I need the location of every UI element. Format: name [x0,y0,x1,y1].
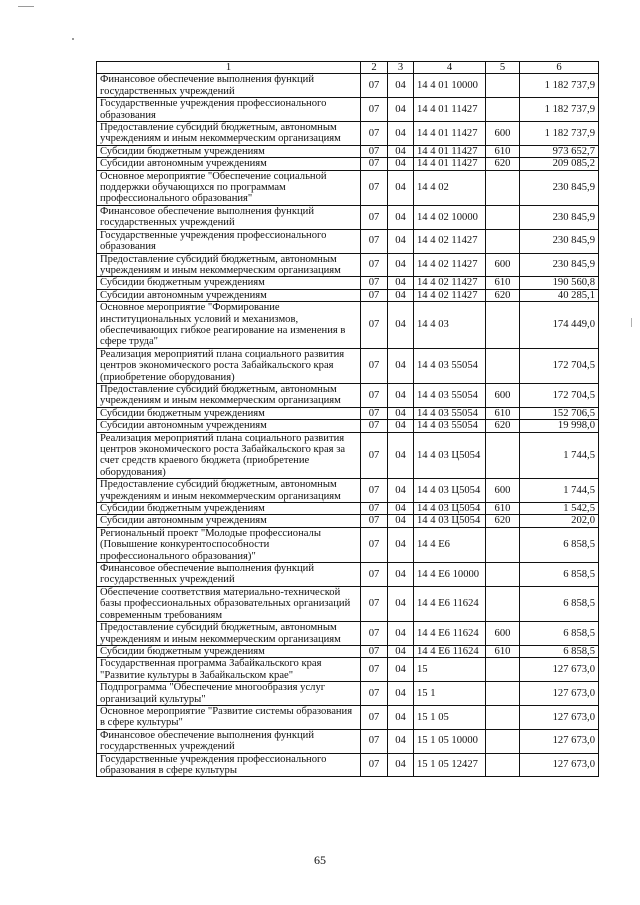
amount: 40 285,1 [520,289,599,301]
amount: 6 858,5 [520,645,599,657]
item-name: Субсидии автономным учреждениям [97,158,361,170]
item-name: Основное мероприятие "Обеспечение социальной поддержки обучающихся по программам профессионального образования" [97,170,361,205]
target-article-code: 15 1 05 12427 [414,753,486,777]
target-article-code: 14 4 01 11427 [414,145,486,157]
amount: 152 706,5 [520,407,599,419]
expense-type-code [486,205,520,229]
item-name: Подпрограмма "Обеспечение многообразия услуг организаций культуры" [97,682,361,706]
table-row [97,432,599,479]
amount: 1 182 737,9 [520,122,599,146]
scan-speck [72,38,74,40]
expense-type-code: 600 [486,383,520,407]
target-article-code: 15 1 05 [414,705,486,729]
target-article-code: 14 4 03 55054 [414,407,486,419]
col-header-1: 1 [97,62,361,74]
amount: 127 673,0 [520,753,599,777]
expense-type-code [486,705,520,729]
amount: 230 845,9 [520,205,599,229]
expense-type-code: 620 [486,158,520,170]
expense-type-code: 600 [486,622,520,646]
amount: 190 560,8 [520,277,599,289]
item-name: Предоставление субсидий бюджетным, автономным учреждениям и иным некоммерческим организациям [97,253,361,277]
table-row [97,289,599,301]
expense-type-code [486,682,520,706]
subsection-code: 04 [388,515,414,527]
item-name: Субсидии бюджетным учреждениям [97,277,361,289]
amount: 1 542,5 [520,503,599,515]
section-code: 07 [361,158,388,170]
subsection-code: 04 [388,586,414,621]
expense-type-code [486,753,520,777]
amount: 230 845,9 [520,253,599,277]
item-name: Субсидии бюджетным учреждениям [97,407,361,419]
table-row [97,145,599,157]
item-name: Государственные учреждения профессионального образования [97,98,361,122]
subsection-code: 04 [388,253,414,277]
item-name: Субсидии бюджетным учреждениям [97,503,361,515]
amount: 172 704,5 [520,383,599,407]
table-row [97,348,599,383]
item-name: Реализация мероприятий плана социального развития центров экономического роста Забайкальского края (приобретение оборудования) [97,348,361,383]
table-row [97,229,599,253]
table-row [97,753,599,777]
section-code: 07 [361,302,388,349]
section-code: 07 [361,170,388,205]
col-header-2: 2 [361,62,388,74]
section-code: 07 [361,527,388,562]
section-code: 07 [361,122,388,146]
table-row [97,622,599,646]
expense-type-code: 610 [486,503,520,515]
target-article-code: 14 4 01 11427 [414,158,486,170]
target-article-code: 14 4 01 11427 [414,98,486,122]
target-article-code: 14 4 02 11427 [414,253,486,277]
amount: 127 673,0 [520,705,599,729]
table-row [97,682,599,706]
amount: 230 845,9 [520,170,599,205]
section-code: 07 [361,622,388,646]
expense-type-code [486,98,520,122]
expense-type-code: 620 [486,515,520,527]
table-row [97,527,599,562]
table-row [97,74,599,98]
section-code: 07 [361,515,388,527]
table-row [97,586,599,621]
subsection-code: 04 [388,145,414,157]
target-article-code: 15 1 05 10000 [414,729,486,753]
target-article-code: 14 4 03 [414,302,486,349]
subsection-code: 04 [388,229,414,253]
subsection-code: 04 [388,74,414,98]
item-name: Предоставление субсидий бюджетным, автономным учреждениям и иным некоммерческим организациям [97,122,361,146]
expense-type-code [486,432,520,479]
table-row [97,420,599,432]
subsection-code: 04 [388,658,414,682]
section-code: 07 [361,74,388,98]
item-name: Финансовое обеспечение выполнения функций государственных учреждений [97,563,361,587]
section-code: 07 [361,432,388,479]
expense-type-code: 600 [486,479,520,503]
target-article-code: 14 4 02 [414,170,486,205]
item-name: Предоставление субсидий бюджетным, автономным учреждениям и иным некоммерческим организациям [97,622,361,646]
subsection-code: 04 [388,289,414,301]
amount: 6 858,5 [520,586,599,621]
subsection-code: 04 [388,527,414,562]
target-article-code: 14 4 02 11427 [414,289,486,301]
expense-type-code [486,586,520,621]
table-row [97,479,599,503]
target-article-code: 14 4 01 11427 [414,122,486,146]
target-article-code: 14 4 E6 11624 [414,645,486,657]
target-article-code: 14 4 03 Ц5054 [414,503,486,515]
expense-type-code: 620 [486,289,520,301]
table-row [97,658,599,682]
amount: 6 858,5 [520,622,599,646]
section-code: 07 [361,586,388,621]
target-article-code: 14 4 E6 11624 [414,586,486,621]
subsection-code: 04 [388,479,414,503]
subsection-code: 04 [388,205,414,229]
page-number: 65 [314,853,326,867]
target-article-code: 14 4 01 10000 [414,74,486,98]
col-header-4: 4 [414,62,486,74]
subsection-code: 04 [388,432,414,479]
expense-type-code [486,348,520,383]
amount: 6 858,5 [520,563,599,587]
col-header-6: 6 [520,62,599,74]
table-row [97,277,599,289]
section-code: 07 [361,682,388,706]
item-name: Региональный проект "Молодые профессионалы (Повышение конкурентоспособности профессионального образования)" [97,527,361,562]
subsection-code: 04 [388,122,414,146]
scan-mark [18,6,34,7]
subsection-code: 04 [388,302,414,349]
expense-type-code: 600 [486,122,520,146]
table-body [97,74,599,777]
target-article-code: 14 4 02 11427 [414,277,486,289]
amount: 1 744,5 [520,432,599,479]
section-code: 07 [361,98,388,122]
item-name: Субсидии автономным учреждениям [97,289,361,301]
item-name: Предоставление субсидий бюджетным, автономным учреждениям и иным некоммерческим организациям [97,479,361,503]
section-code: 07 [361,205,388,229]
amount: 1 744,5 [520,479,599,503]
subsection-code: 04 [388,407,414,419]
target-article-code: 14 4 03 Ц5054 [414,515,486,527]
expense-type-code: 610 [486,145,520,157]
target-article-code: 14 4 02 11427 [414,229,486,253]
expense-type-code: 620 [486,420,520,432]
amount: 1 182 737,9 [520,74,599,98]
item-name: Субсидии бюджетным учреждениям [97,145,361,157]
amount: 230 845,9 [520,229,599,253]
item-name: Реализация мероприятий плана социального развития центров экономического роста Забайкальского края за счет средств краевого бюджета (приобретение оборудования) [97,432,361,479]
subsection-code: 04 [388,705,414,729]
item-name: Финансовое обеспечение выполнения функций государственных учреждений [97,205,361,229]
expense-type-code [486,729,520,753]
expense-type-code [486,658,520,682]
item-name: Государственные учреждения профессионального образования [97,229,361,253]
subsection-code: 04 [388,348,414,383]
scan-edge-mark [631,318,632,327]
section-code: 07 [361,503,388,515]
section-code: 07 [361,753,388,777]
table-row [97,705,599,729]
section-code: 07 [361,705,388,729]
table-row [97,407,599,419]
amount: 127 673,0 [520,658,599,682]
amount: 127 673,0 [520,729,599,753]
section-code: 07 [361,563,388,587]
subsection-code: 04 [388,158,414,170]
subsection-code: 04 [388,277,414,289]
item-name: Субсидии автономным учреждениям [97,420,361,432]
item-name: Субсидии бюджетным учреждениям [97,645,361,657]
budget-table [96,61,599,777]
table-row [97,122,599,146]
subsection-code: 04 [388,383,414,407]
item-name: Финансовое обеспечение выполнения функций государственных учреждений [97,74,361,98]
subsection-code: 04 [388,645,414,657]
item-name: Основное мероприятие "Формирование институциональных условий и механизмов, обеспечивающих гибкое реагирование на изменения в сфере труда" [97,302,361,349]
expense-type-code [486,563,520,587]
subsection-code: 04 [388,753,414,777]
target-article-code: 15 1 [414,682,486,706]
table-row [97,645,599,657]
expense-type-code [486,170,520,205]
table-row [97,205,599,229]
table-row [97,253,599,277]
expense-type-code [486,74,520,98]
section-code: 07 [361,658,388,682]
expense-type-code: 600 [486,253,520,277]
table-row [97,98,599,122]
target-article-code: 14 4 E6 [414,527,486,562]
subsection-code: 04 [388,503,414,515]
target-article-code: 14 4 E6 11624 [414,622,486,646]
subsection-code: 04 [388,420,414,432]
subsection-code: 04 [388,98,414,122]
expense-type-code: 610 [486,277,520,289]
target-article-code: 14 4 03 55054 [414,420,486,432]
section-code: 07 [361,645,388,657]
col-header-3: 3 [388,62,414,74]
subsection-code: 04 [388,563,414,587]
item-name: Финансовое обеспечение выполнения функций государственных учреждений [97,729,361,753]
table-row [97,563,599,587]
expense-type-code [486,229,520,253]
section-code: 07 [361,407,388,419]
table-header-row [97,62,599,74]
expense-type-code [486,527,520,562]
section-code: 07 [361,229,388,253]
table-row [97,170,599,205]
table-row [97,302,599,349]
item-name: Предоставление субсидий бюджетным, автономным учреждениям и иным некоммерческим организациям [97,383,361,407]
target-article-code: 14 4 03 55054 [414,348,486,383]
amount: 209 085,2 [520,158,599,170]
table-row [97,158,599,170]
amount: 6 858,5 [520,527,599,562]
target-article-code: 14 4 03 Ц5054 [414,432,486,479]
target-article-code: 14 4 03 Ц5054 [414,479,486,503]
expense-type-code [486,302,520,349]
amount: 172 704,5 [520,348,599,383]
amount: 973 652,7 [520,145,599,157]
table-row [97,383,599,407]
target-article-code: 14 4 E6 10000 [414,563,486,587]
target-article-code: 15 [414,658,486,682]
amount: 1 182 737,9 [520,98,599,122]
item-name: Субсидии автономным учреждениям [97,515,361,527]
section-code: 07 [361,145,388,157]
col-header-5: 5 [486,62,520,74]
amount: 127 673,0 [520,682,599,706]
target-article-code: 14 4 03 55054 [414,383,486,407]
section-code: 07 [361,277,388,289]
section-code: 07 [361,289,388,301]
subsection-code: 04 [388,682,414,706]
section-code: 07 [361,420,388,432]
section-code: 07 [361,383,388,407]
table-row [97,503,599,515]
item-name: Основное мероприятие "Развитие системы образования в сфере культуры" [97,705,361,729]
table-row [97,515,599,527]
section-code: 07 [361,479,388,503]
section-code: 07 [361,729,388,753]
table-row [97,729,599,753]
section-code: 07 [361,253,388,277]
subsection-code: 04 [388,729,414,753]
subsection-code: 04 [388,622,414,646]
section-code: 07 [361,348,388,383]
item-name: Государственная программа Забайкальского края "Развитие культуры в Забайкальском крае" [97,658,361,682]
item-name: Государственные учреждения профессионального образования в сфере культуры [97,753,361,777]
amount: 202,0 [520,515,599,527]
expense-type-code: 610 [486,407,520,419]
target-article-code: 14 4 02 10000 [414,205,486,229]
item-name: Обеспечение соответствия материально-технической базы профессиональных образовательных организаций современным требованиям [97,586,361,621]
amount: 19 998,0 [520,420,599,432]
expense-type-code: 610 [486,645,520,657]
amount: 174 449,0 [520,302,599,349]
subsection-code: 04 [388,170,414,205]
